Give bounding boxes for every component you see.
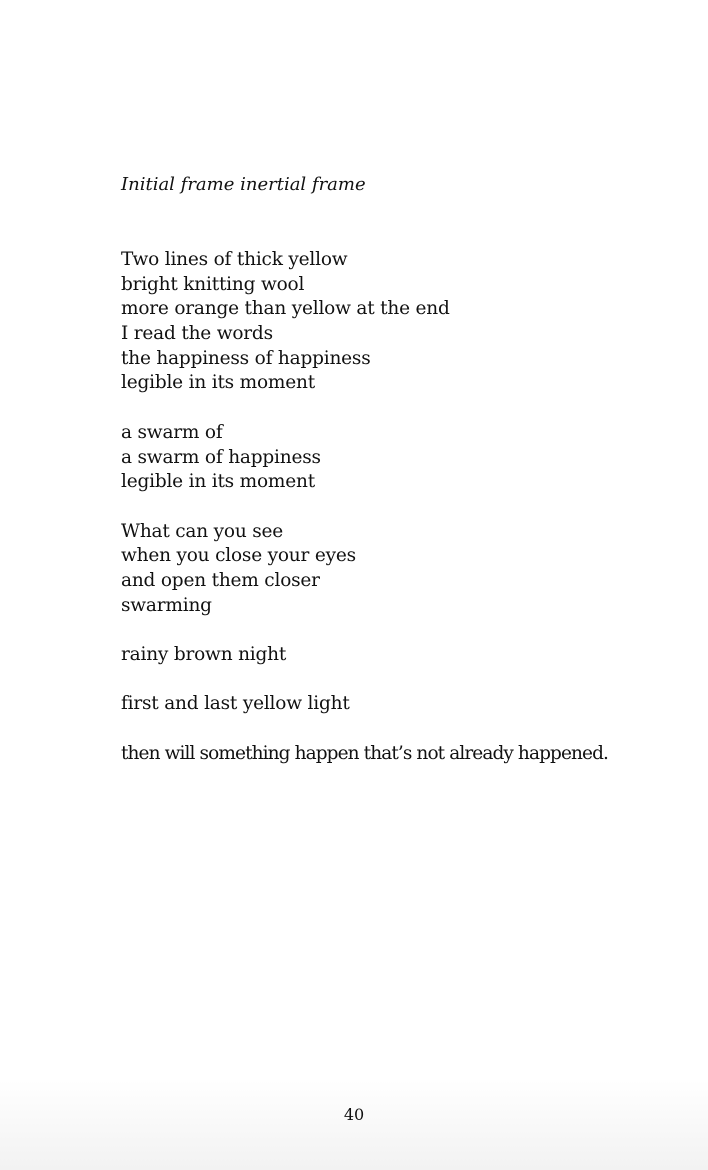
poem-line: I read the words bbox=[121, 323, 273, 345]
poem-line: Two lines of thick yellow bbox=[121, 249, 348, 270]
stanza-4 bbox=[121, 643, 681, 668]
poem-title: Initial frame inertial frame bbox=[121, 174, 366, 195]
poem-line: more orange than yellow at the end bbox=[121, 298, 450, 320]
poem-body bbox=[121, 248, 681, 791]
poem-line: then will something happen that’s not already happened. bbox=[121, 742, 609, 764]
poem-line: swarming bbox=[121, 594, 212, 616]
page-number: 40 bbox=[343, 1105, 365, 1124]
poem-line: when you close your eyes bbox=[121, 545, 356, 567]
poem-line: the happiness of happiness bbox=[121, 347, 371, 369]
stanza-1 bbox=[121, 248, 681, 396]
poem-line: legible in its moment bbox=[121, 372, 315, 394]
poem-line: bright knitting wool bbox=[121, 273, 305, 295]
poem-line: first and last yellow light bbox=[121, 693, 350, 715]
poem-line: a swarm of happiness bbox=[121, 446, 321, 468]
poem-line: What can you see bbox=[121, 520, 284, 542]
stanza-5 bbox=[121, 692, 681, 717]
poem-line: a swarm of bbox=[121, 421, 223, 443]
poem-line: and open them closer bbox=[121, 569, 320, 591]
poem-line: legible in its moment bbox=[121, 471, 315, 493]
stanza-3 bbox=[121, 520, 681, 619]
stanza-6 bbox=[121, 742, 681, 767]
stanza-2 bbox=[121, 421, 681, 495]
poem-line: rainy brown night bbox=[121, 644, 287, 665]
